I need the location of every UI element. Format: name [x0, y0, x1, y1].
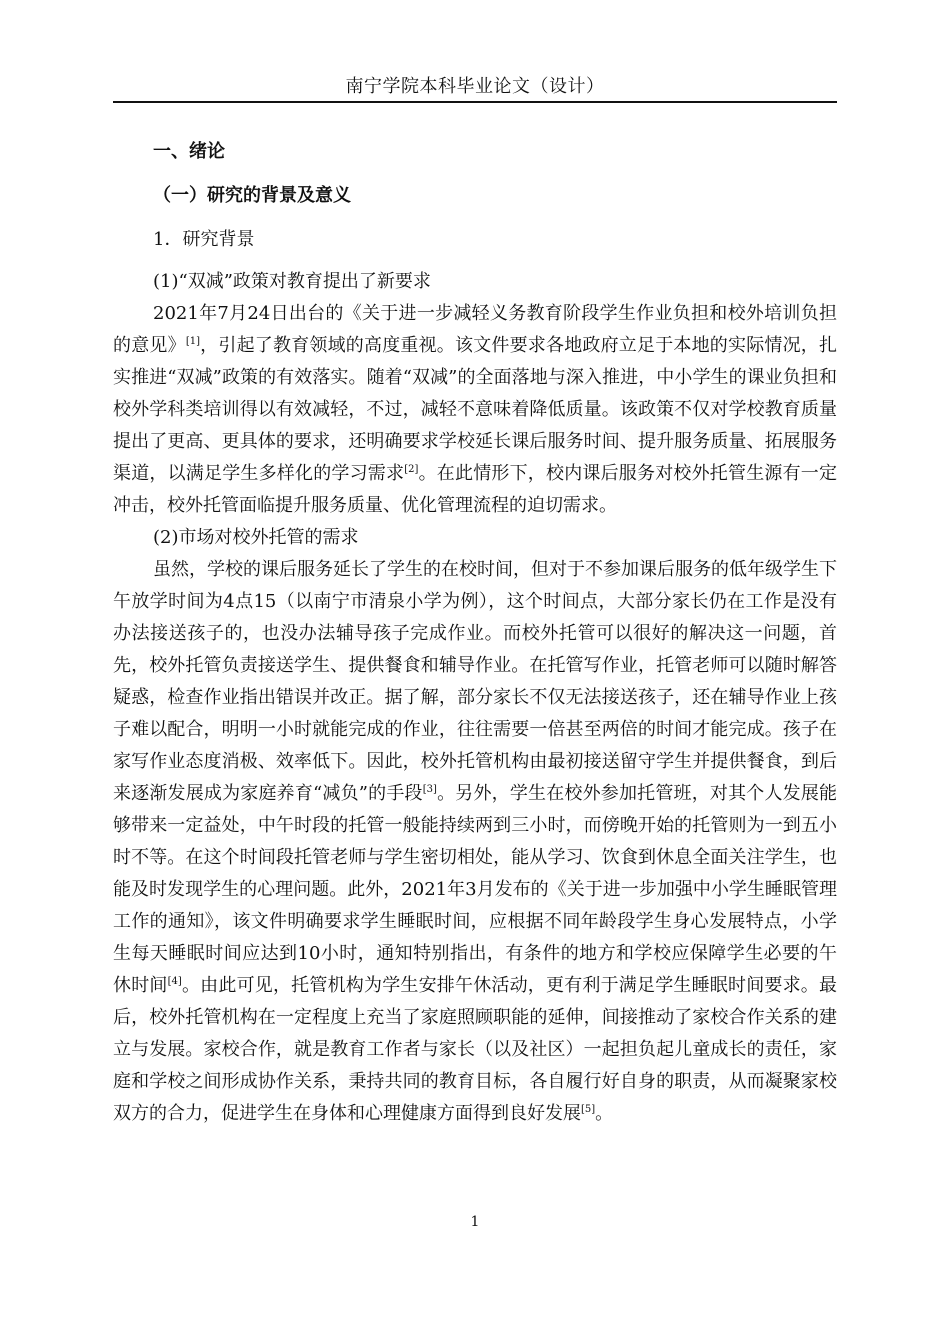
paragraph-text: 2021年7月24日出台的《关于进一步减轻义务教育阶段学生作业负担和校外培训负担的意见》 — [113, 303, 837, 356]
running-header: 南宁学院本科毕业论文（设计） — [345, 76, 605, 97]
citation-ref-5: [5] — [581, 1104, 596, 1115]
page-number: 1 — [470, 1214, 480, 1230]
citation-ref-4: [4] — [167, 976, 182, 987]
subsubsection-heading-policy: (1)“双减”政策对教育提出了新要求 — [153, 271, 431, 292]
paragraph-text: 虽然，学校的课后服务延长了学生的在校时间，但对于不参加课后服务的低年级学生下午放学时间为4点15（以南宁市清泉小学为例），这个时间点，大部分家长仍在工作是没有办法接送孩子的，也没办法辅导孩子完成作业。而校外托管可以很好的解决这一问题，首先，校外托管负责接送学生、提供餐食和辅导作业。在托管写作业，托管老师可以随时解答疑惑，检查作业指出错误并改正。据了解，部分家长不仅无法接送孩子，还在辅导作业上孩子难以配合，明明一小时就能完成的作业，往往需要一倍甚至两倍的时间才能完成。孩子在家写作业态度消极、效率低下。因此，校外托管机构由最初接送留守学生并提供餐食，到后来逐渐发展成为家庭养育“减负”的手段 — [113, 559, 837, 804]
paragraph-text: ，引起了教育领域的高度重视。该文件要求各地政府立足于本地的实际情况，扎实推进“双减”政策的有效落实。随着“双减”的全面落地与深入推进，中小学生的课业负担和校外学科类培训得以有效减轻，不过，减轻不意味着降低质量。该政策不仅对学校教育质量提出了更高、更具体的要求，还明确要求学校延长课后服务时间、提升服务质量、拓展服务渠道，以满足学生多样化的学习需求 — [113, 335, 838, 484]
paragraph-text: 。在此情形下，校内课后服务对校外托管生源有一定冲击，校外托管面临提升服务质量、优化管理流程的迫切需求。 — [113, 463, 838, 516]
section-heading: （一）研究的背景及意义 — [153, 185, 351, 206]
document-body — [113, 134, 837, 1130]
header-rule — [113, 101, 837, 103]
paragraph-text: 。另外，学生在校外参加托管班，对其个人发展能够带来一定益处，中午时段的托管一般能持续两到三小时，而傍晚开始的托管则为一到五小时不等。在这个时间段托管老师与学生密切相处，能从学习、饮食到休息全面关注学生，也能及时发现学生的心理问题。此外，2021年3月发布的《关于进一步加强中小学生睡眠管理工作的通知》，该文件明确要求学生睡眠时间，应根据不同年龄段学生身心发展特点，小学生每天睡眠时间应达到10小时，通知特别指出，有条件的地方和学校应保障学生必要的午休时间 — [113, 783, 838, 996]
citation-ref-2: [2] — [404, 464, 419, 475]
paragraph-policy — [113, 298, 837, 522]
paragraph-text: 。由此可见，托管机构为学生安排午休活动，更有利于满足学生睡眠时间要求。最后，校外托管机构在一定程度上充当了家庭照顾职能的延伸，间接推动了家校合作关系的建立与发展。家校合作，就是教育工作者与家长（以及社区）一起担负起儿童成长的责任，家庭和学校之间形成协作关系，秉持共同的教育目标，各自履行好自身的职责，从而凝聚家校双方的合力，促进学生在身体和心理健康方面得到良好发展 — [113, 975, 838, 1124]
paragraph-market — [113, 554, 837, 1130]
citation-ref-1: [1] — [185, 336, 200, 347]
subsubsection-heading-market: (2)市场对校外托管的需求 — [153, 527, 359, 548]
citation-ref-3: [3] — [422, 784, 437, 795]
chapter-heading: 一、绪论 — [153, 141, 225, 162]
subsection-heading: 1．研究背景 — [153, 229, 255, 250]
paragraph-text: 。 — [595, 1103, 614, 1124]
